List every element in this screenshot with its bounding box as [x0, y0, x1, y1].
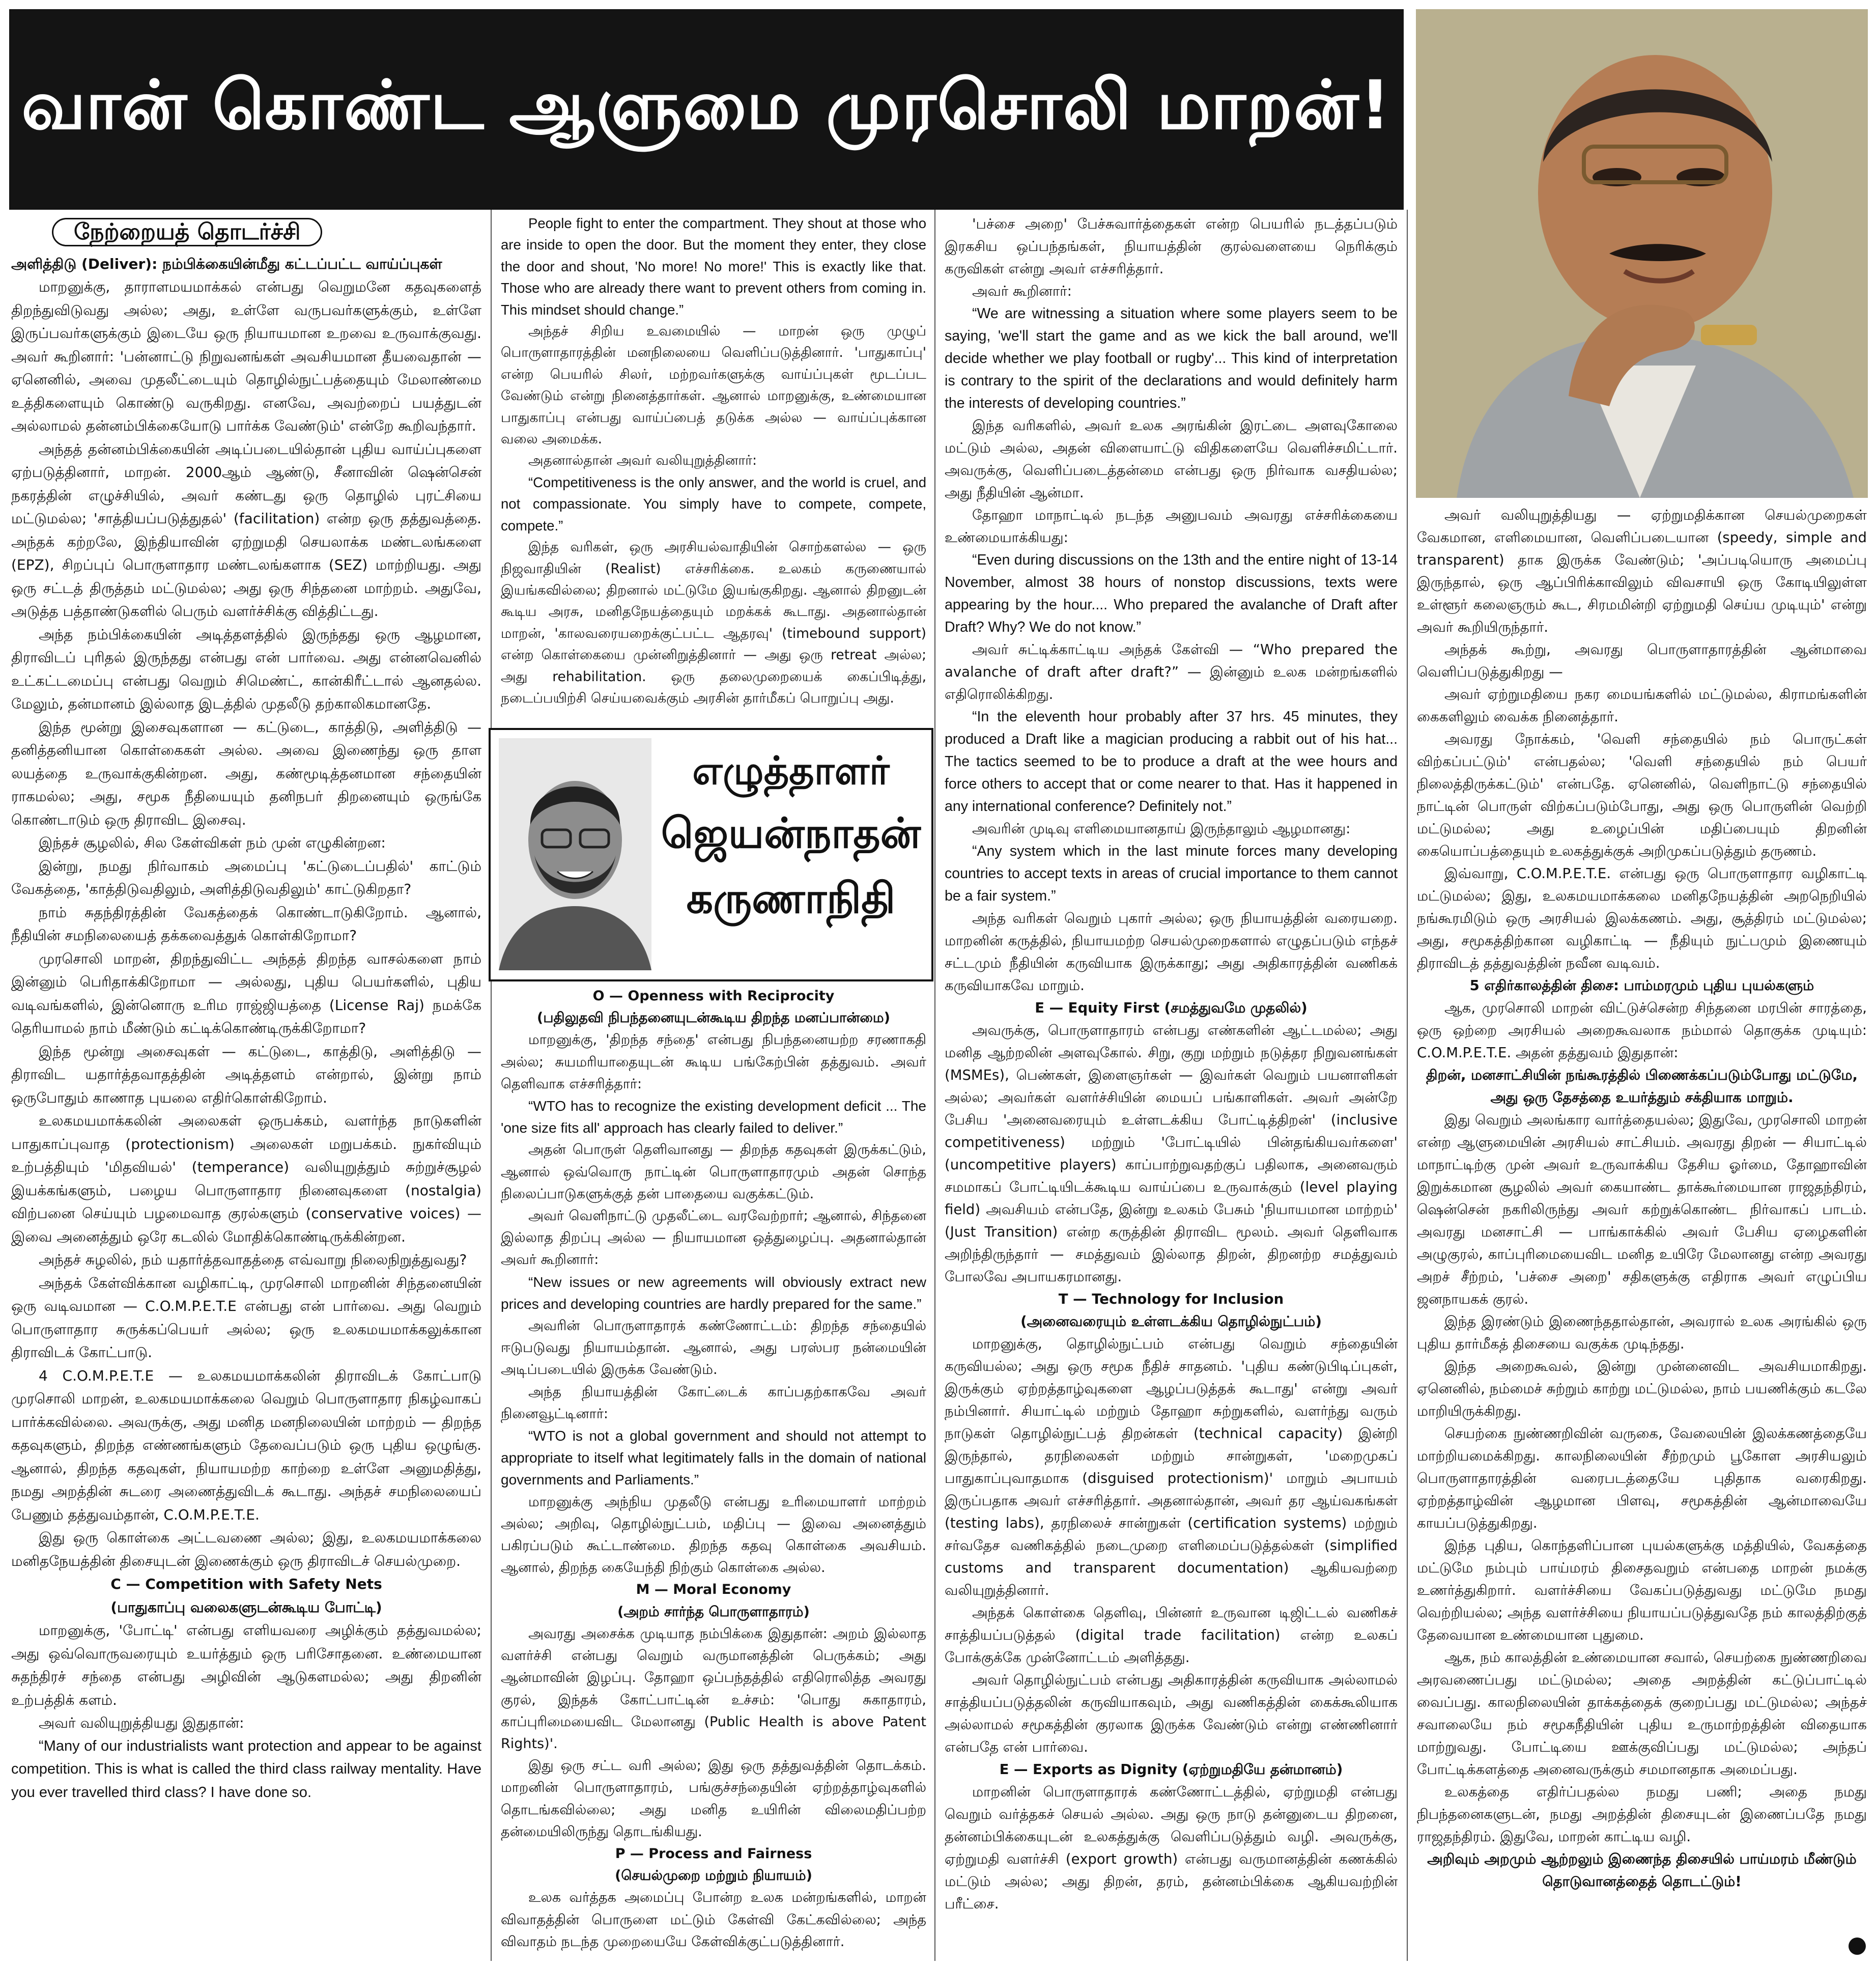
paragraph: இது ஒரு சட்ட வரி அல்ல; இது ஒரு தத்துவத்தின் தொடக்கம். மாறனின் பொருளாதாரம், பங்குச்சந்தையின் ஏற்றத்தாழ்வுகளில் தொடங்கவில்லை; அது மனித உயிரின் விலைமதிப்பற்ற தன்மையிலிருந்து தொடங்கியது.: [501, 1758, 926, 1840]
article-column-1: [11, 213, 481, 1959]
paragraph: “New issues or new agreements will obviously extract new prices and developing countries are hardly prepared for the same.”: [501, 1274, 926, 1312]
paragraph: அவர் வலியுறுத்தியது — ஏற்றுமதிக்கான செயல்முறைகள் வேகமான, எளிமையான, வெளிப்படையான (speedy, simple and transparent) தாக இருக்க வேண்டும்; 'அப்படியொரு அமைப்பு இருந்தால், ஒரு ஆப்பிரிக்காவிலும் விவசாயி ஒரு கோடியிலுள்ள உள்ளூர் கலைஞரும் கூட, சிரமமின்றி ஏற்றுமதி செய்ய முடியும்' என்று அவர் கூறியிருந்தார்.: [1417, 507, 1867, 635]
paragraph: அவர் ஏற்றுமதியை நகர மையங்களில் மட்டுமல்ல, கிராமங்களின் கைகளிலும் வைக்க நினைத்தார்.: [1417, 686, 1867, 725]
paragraph: முரசொலி மாறன், திறந்துவிட்ட அந்தத் திறந்த வாசல்களை நாம் இன்னும் பெரிதாக்கிறோமா — அல்லது, புதிய பெயர்களில், புதிய வடிவங்களில், இன்னொரு உரிம ராஜ்ஜியத்தை (License Raj) நமக்கே தெரியாமல் நாம் மீண்டும் கட்டிக்கொண்டிருக்கிறோமா?: [11, 950, 481, 1036]
paragraph: “Competitiveness is the only answer, and the world is cruel, and not compassionate. You simply have to compete, compete, compete.”: [501, 474, 926, 533]
section-heading: E — Equity First (சமத்துவமே முதலில்): [1035, 1000, 1307, 1016]
paragraph: நாம் சுதந்திரத்தின் வேகத்தைக் கொண்டாடுகிறோம். ஆனால், நீதியின் சமநிலையைத் தக்கவைத்துக் கொள்கிறோமா?: [11, 904, 481, 944]
section-heading: (பதிலுதவி நிபந்தனையுடன்கூடிய திறந்த மனப்பான்மை): [537, 1010, 890, 1026]
headline-title: வான் கொண்ட ஆளுமை முரசொலி மாறன்!: [21, 66, 1391, 145]
paragraph: மாறனின் பொருளாதாரக் கண்ணோட்டத்தில், ஏற்றுமதி என்பது வெறும் வர்த்தகச் செயல் அல்ல. அது ஒரு நாடு தன்னுடைய திறனை, தன்னம்பிக்கையுடன் உலகத்துக்கு வெளிப்படுத்தும் வழி. அவருக்கு, ஏற்றுமதி வளர்ச்சி (export growth) என்பது வருமானத்தின் கணக்கில் மட்டும் அல்ல; அது திறன், தரம், தன்னம்பிக்கை ஆகியவற்றின் பரீட்சை.: [945, 1784, 1398, 1912]
article-column-2-top: [501, 213, 926, 722]
paragraph: செயற்கை நுண்ணறிவின் வருகை, வேலையின் இலக்கணத்தையே மாற்றியமைக்கிறது. காலநிலையின் சீற்றமும் பூகோள அரசியலும் பொருளாதாரத்தின் வரைபடத்தையே புதிதாக வரைகிறது. ஏற்றத்தாழ்வின் ஆழமான பிளவு, சமூகத்தின் ஆன்மாவையே காயப்படுத்துகிறது.: [1417, 1425, 1867, 1531]
author-credit: [659, 740, 923, 932]
paragraph: மாறனுக்கு, 'போட்டி' என்பது எளியவரை அழிக்கும் தத்துவமல்ல; அது ஒவ்வொருவரையும் உயர்த்தும் ஒரு பரிசோதனை. உண்மையான சுதந்திரச் சந்தை என்பது அழிவின் ஆடுகளமல்ல; அது திறனின் உற்பத்திக் களம்.: [11, 1622, 481, 1708]
paragraph: அந்த நியாயத்தின் கோட்டைக் காப்பதற்காகவே அவர் நினைவூட்டினார்:: [501, 1384, 926, 1422]
section-heading: (அறம் சார்ந்த பொருளாதாரம்): [617, 1604, 810, 1620]
author-name-line1: ஜெயன்நாதன்: [661, 809, 921, 858]
author-portrait-illustration: [499, 738, 651, 970]
subheading: அளித்திடு (Deliver): நம்பிக்கையின்மீது கட்டப்பட்ட வாய்ப்புகள்: [11, 255, 442, 272]
paragraph: இந்த இரண்டும் இணைந்ததால்தான், அவரால் உலக அரங்கில் ஒரு புதிய தார்மீகத் திசையை வகுக்க முடிந்தது.: [1417, 1313, 1867, 1352]
paragraph: அந்தக் கொள்கை தெளிவு, பின்னர் உருவான டிஜிட்டல் வணிகச் சாத்தியப்படுத்தல் (digital trade facilitation) என்ற உலகப் போக்குக்கே முன்னோட்டம் அளித்தது.: [945, 1605, 1398, 1666]
article-column-2-bottom: [501, 985, 926, 1959]
paragraph: “Even during discussions on the 13th and the entire night of 13-14 November, almost 38 hours of nonstop discussions, texts were appearing by the hour.... Who prepared the avalanche of Draft after Draft? Why? We do not know.”: [945, 552, 1398, 635]
section-heading: திறன், மனசாட்சியின் நங்கூரத்தில் பிணைக்கப்படும்போது மட்டுமே, அது ஒரு தேசத்தை உயர்த்தும் சக்தியாக மாறும்.: [1426, 1067, 1858, 1106]
paragraph: அவர் வலியுறுத்தியது இதுதான்:: [39, 1715, 244, 1731]
paragraph: அவரது அசைக்க முடியாத நம்பிக்கை இதுதான்: அறம் இல்லாத வளர்ச்சி என்பது வெறும் வருமானத்தின் பெருக்கம்; அது ஆன்மாவின் இழப்பு. தோஹா ஒப்பந்தத்தில் எதிரொலித்த அவரது குரல், இந்தக் கோட்பாட்டின் உச்சம்: 'பொது சுகாதாரம், காப்புரிமையைவிட மேலானது (Public Health is above Patent Rights)'.: [501, 1625, 926, 1752]
paragraph: 4 C.O.M.P.E.T.E — உலகமயமாக்கலின் திராவிடக் கோட்பாடு முரசொலி மாறன், உலகமயமாக்கலை வெறும் பொருளாதார நிகழ்வாகப் பார்க்கவில்லை. அவருக்கு, அது மனித மனநிலையின் மாற்றம் — திறந்த கதவுகளும், திறந்த எண்ணங்களும் தேவைப்படும் ஒரு புதிய ஒழுங்கு. ஆனால், திறந்த கதவுகள், நியாயமற்ற காற்றை உள்ளே அனுமதித்து, நமது அறத்தின் சுடரை அணைத்துவிடக் கூடாது. அந்தச் சமநிலையைப் பேணும் தத்துவம்தான், C.O.M.P.E.T.E.: [11, 1367, 481, 1523]
paragraph: மாறனுக்கு, தொழில்நுட்பம் என்பது வெறும் சந்தையின் கருவியல்ல; அது ஒரு சமூக நீதிச் சாதனம். 'புதிய கண்டுபிடிப்புகள், இருக்கும் ஏற்றத்தாழ்வுகளை ஆழப்படுத்தக் கூடாது' என்று அவர் நம்பினார். சியாட்டில் மற்றும் தோஹா சுற்றுகளில், வளர்ந்து வரும் நாடுகள் தொழில்நுட்பத் திறன்கள் (technical capacity) இன்றி இருந்தால், தரநிலைகள் மற்றும் சான்றுகள், 'மறைமுகப் பாதுகாப்புவாதமாக (disguised protectionism)' மாறும் அபாயம் இருப்பதாக அவர் எச்சரித்தார். அதனால்தான், அவர் தர ஆய்வகங்கள் (testing labs), தரநிலைச் சான்றுகள் (certification systems) மற்றும் சர்வதேச வணிகத்தில் நடைமுறை எளிமைப்படுத்தல்கள் (simplified customs and transparent documentation) ஆகியவற்றை வலியுறுத்தினார்.: [945, 1336, 1398, 1598]
paragraph: அவரின் பொருளாதாரக் கண்ணோட்டம்: திறந்த சந்தையில் ஈடுபடுவது நியாயம்தான். ஆனால், அது பரஸ்பர நன்மையின் அடிப்படையில் இருக்க வேண்டும்.: [501, 1318, 926, 1378]
paragraph: “We are witnessing a situation where some players seem to be saying, 'we'll start the game and as we kick the ball around, we'll decide whether we play football or rugby'... This kind of interpretation is contrary to the spirit of the declarations and would definitely harm the interests of developing countries.”: [945, 305, 1398, 411]
paragraph: உலகத்தை எதிர்ப்பதல்ல நமது பணி; அதை நமது நிபந்தனைகளுடன், நமது அறத்தின் திசையுடன் இணைப்பதே நமது ராஜதந்திரம். இதுவே, மாறன் காட்டிய வழி.: [1417, 1784, 1867, 1845]
section-heading: E — Exports as Dignity (ஏற்றுமதியே தன்மானம்): [999, 1761, 1343, 1778]
paragraph: மாறனுக்கு, 'திறந்த சந்தை' என்பது நிபந்தனையற்ற சரணாகதி அல்ல; சுயமரியாதையுடன் கூடிய பங்கேற்பின் தத்துவம். அவர் தெளிவாக எச்சரித்தார்:: [501, 1032, 926, 1092]
paragraph: இந்த வரிகளில், அவர் உலக அரங்கின் இரட்டை அளவுகோலை மட்டும் அல்ல, அதன் விளையாட்டு விதிகளையே வெளிச்சமிட்டார். அவருக்கு, வெளிப்படைத்தன்மை என்பது ஒரு நிர்வாக வசதியல்ல; அது நீதியின் ஆன்மா.: [945, 417, 1398, 501]
author-name-line2: கருணாநிதி: [686, 875, 896, 923]
paragraph: இந்த வரிகள், ஒரு அரசியல்வாதியின் சொற்களல்ல — ஒரு நிஜவாதியின் (Realist) எச்சரிக்கை. உலகம் கருணையால் இயங்கவில்லை; திறனால் மட்டுமே இயங்குகிறது. ஆனால் திறனுடன் கூடிய அரசு, மனிதநேயத்தையும் மறக்கக் கூடாது. அதனால்தான் மாறன், 'காலவரையறைக்குட்பட்ட ஆதரவு' (timebound support) என்ற கொள்கையை முன்னிறுத்தினார் — அது ஒரு retreat அல்ல; அது rehabilitation. ஒரு தலைமுறையைக் கைப்பிடித்து, நடைப்பயிற்சி செய்யவைக்கும் அரசின் தார்மீகப் பொறுப்பு அது.: [501, 539, 926, 706]
paragraph: இந்த அறைகூவல், இன்று முன்னைவிட அவசியமாகிறது. ஏனெனில், நம்மைச் சுற்றும் காற்று மட்டுமல்ல, நாம் பயணிக்கும் கடலே மாறியிருக்கிறது.: [1417, 1358, 1867, 1419]
continuation-tag: நேற்றையத் தொடர்ச்சி: [52, 218, 322, 246]
author-role: எழுத்தாளர்: [692, 748, 890, 793]
paragraph: அவர் வெளிநாட்டு முதலீட்டை வரவேற்றார்; ஆனால், சிந்தனை இல்லாத திறப்பு அல்ல — நியாயமான ஒத்துழைப்பு. அதனால்தான் அவர் கூறினார்:: [501, 1208, 926, 1268]
paragraph: அவர் சுட்டிக்காட்டிய அந்தக் கேள்வி — “Who prepared the avalanche of draft after draft?” — இன்னும் உலக மன்றங்களில் எதிரொலிக்கிறது.: [945, 641, 1398, 703]
paragraph: அந்தக் கேள்விக்கான வழிகாட்டி, முரசொலி மாறனின் சிந்தனையின் ஒரு வடிவமான — C.O.M.P.E.T.E என்பது என் பார்வை. அது வெறும் பொருளாதார சுருக்கப்பெயர் அல்ல; ஒரு உலகமயமாக்கலுக்கான திராவிடக் கோட்பாடு.: [11, 1274, 481, 1361]
paragraph: இந்த புதிய, கொந்தளிப்பான புயல்களுக்கு மத்தியில், வேகத்தை மட்டுமே நம்பும் பாய்மரம் திசைதவறும் என்பதை மாறன் நமக்கு உணர்த்துகிறார். வளர்ச்சியை வேகப்படுத்துவது மட்டுமே நமது வெற்றியல்ல; அந்த வளர்ச்சியை நியாயப்படுத்துவதே நம் காலத்திற்குத் தேவையான உண்மையான புதுமை.: [1417, 1537, 1867, 1643]
paragraph: அந்தச் சிறிய உவமையில் — மாறன் ஒரு முழுப் பொருளாதாரத்தின் மனநிலையை வெளிப்படுத்தினார். 'பாதுகாப்பு' என்ற பெயரில் சிலர், மற்றவர்களுக்கு வாய்ப்புகள் மூடப்பட வேண்டும் என்று நினைத்தார்கள். ஆனால் மாறனுக்கு, உண்மையான பாதுகாப்பு என்பது வாய்ப்பைத் தடுக்க அல்ல — வாய்ப்புக்கான வலை அமைக்க.: [501, 323, 926, 447]
section-heading: P — Process and Fairness: [615, 1845, 812, 1862]
paragraph: இன்று, நமது நிர்வாகம் அமைப்பு 'கட்டுடைப்பதில்' காட்டும் வேகத்தை, 'காத்திடுவதிலும், அளித்திடுவதிலும்' காட்டுகிறதா?: [11, 857, 481, 897]
section-heading: (செயல்முறை மற்றும் நியாயம்): [615, 1868, 812, 1884]
article-column-4: [1417, 504, 1867, 1929]
section-heading: (அனைவரையும் உள்ளடக்கிய தொழில்நுட்பம்): [1020, 1313, 1322, 1330]
section-heading: C — Competition with Safety Nets: [110, 1576, 382, 1592]
paragraph: தோஹா மாநாட்டில் நடந்த அனுபவம் அவரது எச்சரிக்கையை உண்மையாக்கியது:: [945, 507, 1398, 546]
paragraph: அந்தக் கூற்று, அவரது பொருளாதாரத்தின் ஆன்மாவை வெளிப்படுத்துகிறது —: [1417, 641, 1867, 680]
paragraph: அதனால்தான் அவர் வலியுறுத்தினார்:: [528, 453, 757, 469]
paragraph: இது வெறும் அலங்கார வார்த்தையல்ல; இதுவே, முரசொலி மாறன் என்ற ஆளுமையின் அரசியல் சாட்சியம். அவரது திறன் — சியாட்டில் மாநாட்டிற்கு முன் அவர் உருவாக்கிய தேசிய ஓர்மை, தோஹாவின் இறுக்கமான சூழலில் அவர் கையாண்ட தாக்கூர்மையான ராஜதந்திரம், ஷென்சென் நகரிலிருந்து அவர் கற்றுக்கொண்ட நிர்வாகப் பாடம். அவரது மனசாட்சி — பாங்காக்கில் அவர் பேசிய ஏழைகளின் அழுகுரல், காப்புரிமையைவிட மனித உயிரே மேலானது என்ற அவரது அறச் சீற்றம், 'பச்சை அறை' சதிகளுக்கு எதிராக அவர் எழுப்பிய ஜனநாயகக் குரல்.: [1417, 1112, 1867, 1307]
paragraph: “Many of our industrialists want protection and appear to be against competition. This is what is called the third class railway mentality. Have you ever travelled third class? I have done so.: [11, 1737, 481, 1801]
paragraph: அந்த வரிகள் வெறும் புகார் அல்ல; ஒரு நியாயத்தின் வரையறை. மாறனின் கருத்தில், நியாயமற்ற செயல்முறைகளால் எழுதப்படும் எந்தச் சட்டமும் நீதியின் கருவியாக இருக்காது; அது அதிகாரத்தின் வணிகக் கருவியாகவே மாறும்.: [945, 910, 1398, 994]
paragraph: 'பச்சை அறை' பேச்சுவார்த்தைகள் என்ற பெயரில் நடத்தப்படும் இரகசிய ஒப்பந்தங்கள், நியாயத்தின் குரல்வளையை நெரிக்கும் கருவிகள் என்று அவர் எச்சரித்தார்.: [945, 216, 1398, 277]
section-heading: (பாதுகாப்பு வலைகளுடன்கூடிய போட்டி): [110, 1598, 382, 1616]
paragraph: இந்த மூன்று அசைவுகள் — கட்டுடை, காத்திடு, அளித்திடு — திராவிட யதார்த்தவாதத்தின் அடித்தளம் என்றால், இன்று நாம் ஒருபோதும் காணாத புயலை எதிர்கொள்கிறோம்.: [11, 1043, 481, 1106]
paragraph: அவர் கூறினார்:: [972, 283, 1072, 299]
paragraph: உலக வர்த்தக அமைப்பு போன்ற உலக மன்றங்களில், மாறன் விவாதத்தின் பொருளை மட்டும் கேள்வி கேட்கவில்லை; அந்த விவாதம் நடந்த முறையையே கேள்விக்குட்படுத்தினார்.: [501, 1890, 926, 1950]
author-box: [489, 728, 933, 981]
section-heading: 5 எதிர்காலத்தின் திசை: பாம்மரமும் புதிய புயல்களும்: [1469, 977, 1814, 994]
maran-portrait-photo: [1416, 9, 1868, 498]
column-divider: [934, 210, 935, 1961]
article-column-3: [945, 213, 1398, 1959]
paragraph: அந்தச் சுழலில், நம் யதார்த்தவாதத்தை எவ்வாறு நிலைநிறுத்துவது?: [39, 1251, 467, 1268]
paragraph: உலகமயமாக்கலின் அலைகள் ஒருபக்கம், வளர்ந்த நாடுகளின் பாதுகாப்புவாத (protectionism) அலைகள் மறுபக்கம். நுகர்வியும் உற்பத்தியும் 'மிதவியல்' (temperance) வலியுறுத்தும் சுற்றுச்சூழல் இயக்கங்களும், பழைய பொருளாதார நினைவுகளை (nostalgia) விற்பனை செய்யும் பழமைவாத குரல்களும் (conservative voices) — இவை அனைத்தும் ஒரே கடலில் மோதிக்கொண்டிருக்கின்றன.: [11, 1112, 481, 1245]
paragraph: “WTO has to recognize the existing development deficit ... The 'one size fits all' approach has clearly failed to deliver.”: [501, 1098, 926, 1136]
section-heading: T — Technology for Inclusion: [1058, 1291, 1284, 1307]
paragraph: அவரின் முடிவு எளிமையானதாய் இருந்தாலும் ஆழமானது:: [972, 821, 1351, 837]
paragraph: “In the eleventh hour probably after 37 hrs. 45 minutes, they produced a Draft like a magician producing a rabbit out of his hat... The tactics seemed to be to produce a draft at the wee hours and force others to accept that or come nearer to that. Has it happened in any international conference? Definitely not.”: [945, 709, 1398, 815]
portrait-illustration: [1416, 9, 1868, 498]
paragraph: ஆக, நம் காலத்தின் உண்மையான சவால், செயற்கை நுண்ணறிவை அரவணைப்பது மட்டுமல்ல; அதை அறத்தின் கட்டுப்பாட்டில் வைப்பது. காலநிலையின் தாக்கத்தைக் குறைப்பது மட்டுமல்ல; அந்தச் சவாலையே நம் சமூகநீதியின் புதிய உருமாற்றத்தின் விதையாக மாற்றுவது. போட்டியை ஊக்குவிப்பது மட்டுமல்ல; அந்தப் போட்டிக்களத்தை அனைவருக்கும் சமமானதாக அமைப்பது.: [1417, 1649, 1867, 1778]
paragraph: இந்த மூன்று இசைவுகளான — கட்டுடை, காத்திடு, அளித்திடு — தனித்தனியான கொள்கைகள் அல்ல. அவை இணைந்து ஒரு தாள லயத்தை உருவாக்குகின்றன. அது, கண்மூடித்தனமான சந்தையின் ராகமல்ல; அது, சமூக நீதியையும் தனிநபர் திறனையும் ஒருங்கே கொண்டாடும் ஒரு திராவிட இசைவு.: [11, 718, 481, 828]
paragraph: People fight to enter the compartment. They shout at those who are inside to open the door. But the moment they enter, they close the door and shout, 'No more! No more!' This is exactly like that. Those who are already there want to prevent others from coming in. This mindset should change.”: [501, 215, 926, 318]
paragraph: அதன் பொருள் தெளிவானது — திறந்த கதவுகள் இருக்கட்டும், ஆனால் ஒவ்வொரு நாட்டின் பொருளாதாரமும் அதன் சொந்த நிலைப்பாடுகளுக்குத் தன் பாதையை வகுக்கட்டும்.: [501, 1142, 926, 1202]
paragraph: அவருக்கு, பொருளாதாரம் என்பது எண்களின் ஆட்டமல்ல; அது மனித ஆற்றலின் அளவுகோல். சிறு, குறு மற்றும் நடுத்தர நிறுவனங்கள் (MSMEs), பெண்கள், இளைஞர்கள் — இவர்கள் வெறும் பயனாளிகள் அல்ல; அவர்கள் வளர்ச்சியின் மையப் பங்காளிகள். அவர் அன்றே பேசிய 'அனைவரையும் உள்ளடக்கிய போட்டித்திறன்' (inclusive competitiveness) மற்றும் 'போட்டியில் பின்தங்கியவர்களை' (uncompetitive players) காப்பாற்றுவதற்குப் பதிலாக, அனைவரும் சமமாகப் போட்டியிடக்கூடிய வாய்ப்பை உருவாக்கும் (level playing field) அவசியம் என்பதே, இன்று உலகம் பேசும் 'நியாயமான மாற்றம்' (Just Transition) என்ற கருத்தின் திராவிட மூலம். அவர் தெளிவாக அறிந்திருந்தார் — சமத்துவம் இல்லாத திறன், திறனற்ற சமத்துவம் போலவே அபாயகரமானது.: [945, 1022, 1398, 1285]
paragraph: “Any system which in the last minute forces many developing countries to accept texts in areas of crucial importance to them cannot be a fair system.”: [945, 843, 1398, 904]
section-heading: அறிவும் அறமும் ஆற்றலும் இணைந்த திசையில் பாய்மரம் மீண்டும் தொடுவானத்தைத் தொடட்டும்!: [1427, 1851, 1857, 1890]
section-heading: O — Openness with Reciprocity: [592, 988, 835, 1004]
paragraph: அந்தத் தன்னம்பிக்கையின் அடிப்படையில்தான் புதிய வாய்ப்புகளை ஏற்படுத்தினார், மாறன். 2000ஆம் ஆண்டு, சீனாவின் ஷென்சென் நகரத்தின் எழுச்சியில், அவர் கண்டது ஒரு தொழில் புரட்சியை மட்டுமல்ல; 'சாத்தியப்படுத்துதல்' (facilitation) என்ற ஒரு தத்துவத்தை. அந்தக் கற்றலே, இந்தியாவின் ஏற்றுமதி செயலாக்க மண்டலங்களை (EPZ), சிறப்புப் பொருளாதார மண்டலங்களாக (SEZ) மாற்றியது. அது ஒரு சட்டத் திருத்தம் மட்டுமல்ல; அது ஒரு சிந்தனை மாற்றம். அதுவே, அடுத்த பத்தாண்டுகளில் பெரும் வளர்ச்சிக்கு வித்திட்டது.: [11, 440, 481, 620]
paragraph: மாறனுக்கு அந்நிய முதலீடு என்பது உரிமையாளர் மாற்றம் அல்ல; அறிவு, தொழில்நுட்பம், மதிப்பு — இவை அனைத்தும் பகிரப்படும் கூட்டாண்மை. திறந்த கதவு கொள்கை அவசியம். ஆனால், திறந்த கையேந்தி நிற்கும் கொள்கை அல்ல.: [501, 1494, 926, 1576]
paragraph: அந்த நம்பிக்கையின் அடித்தளத்தில் இருந்தது ஒரு ஆழமான, திராவிடப் புரிதல் இருந்தது என்பது என் பார்வை. அது என்னவெனில் உட்கட்டமைப்பு என்பது வெறும் சிமெண்ட், கான்கிரீட்டால் ஆனதல்ல. மேலும், தன்மானம் இல்லாத இடத்தில் முதலீடு தற்காலிகமானதே.: [11, 626, 481, 712]
column-divider: [1407, 210, 1408, 1961]
end-mark-dot: [1849, 1937, 1866, 1955]
paragraph: இவ்வாறு, C.O.M.P.E.T.E. என்பது ஒரு பொருளாதார வழிகாட்டி மட்டுமல்ல; இது, உலகமயமாக்கலை மனிதநேயத்தின் அறநெறியில் நங்கூரமிடும் ஒரு அரசியல் இலக்கணம். அது, சூத்திரம் மட்டுமல்ல; அது, சமூகத்திற்கான வழிகாட்டி — நீதியும் நுட்பமும் இணையும் திராவிடத் தத்துவத்தின் நவீன வடிவம்.: [1417, 865, 1867, 971]
paragraph: “WTO is not a global government and should not attempt to appropriate to itself what legitimately falls in the domain of national governments and Parliaments.”: [501, 1428, 926, 1488]
paragraph: இது ஒரு கொள்கை அட்டவணை அல்ல; இது, உலகமயமாக்கலை மனிதநேயத்தின் திசையுடன் இணைக்கும் ஒரு திராவிடச் செயல்முறை.: [11, 1529, 481, 1569]
column-divider: [491, 210, 492, 1961]
paragraph: ஆக, முரசொலி மாறன் விட்டுச்சென்ற சிந்தனை மரபின் சாரத்தை, ஒரு ஒற்றை அரசியல் அறைகூவலாக நம்மால் தொகுக்க முடியும்: C.O.M.P.E.T.E. அதன் தத்துவம் இதுதான்:: [1417, 1000, 1867, 1061]
paragraph: அவரது நோக்கம், 'வெளி சந்தையில் நம் பொருட்கள் விற்கப்பட்டும்' என்பதல்ல; 'வெளி சந்தையில் நம் பெயர் நிலைத்திருக்கட்டும்' என்பதே. ஏனெனில், வெளிநாட்டு சந்தையில் நாட்டின் பொருள் விற்கப்படும்போது, அது ஒரு பொருளின் வெற்றி மட்டுமல்ல; அது உழைப்பின் மதிப்பையும் திறனின் கையொப்பத்தையும் உலகத்துக்குக் அறிமுகப்படுத்தும் தருணம்.: [1417, 731, 1867, 859]
headline-banner: [9, 9, 1404, 210]
paragraph: மாறனுக்கு, தாராளமயமாக்கல் என்பது வெறுமனே கதவுகளைத் திறந்துவிடுவது அல்ல; அது, உள்ளே வருபவர்களுக்கும், உள்ளே இருப்பவர்களுக்கும் இடையே ஒரு நியாயமான உறவை உருவாக்குவது. அவர் கூறினார்: 'பன்னாட்டு நிறுவனங்கள் அவசியமான தீயவைதான் — ஏனெனில், அவை முதலீட்டையும் தொழில்நுட்பத்தையும் மேலாண்மை உத்திகளையும் கொண்டு வருகிறது. எனவே, அவற்றைப் பயத்துடன் அல்லாமல் தன்னம்பிக்கையோடு பார்க்க வேண்டும்' என்றே கூறிவந்தார்.: [11, 278, 481, 434]
author-photo: [499, 738, 651, 970]
paragraph: அவர் தொழில்நுட்பம் என்பது அதிகாரத்தின் கருவியாக அல்லாமல் சாத்தியப்படுத்தலின் கருவியாகவும், அது வணிகத்தின் கைக்கூலியாக அல்லாமல் சமூகத்தின் குரலாக இருக்க வேண்டும் என்று எண்ணினார் என்பதே என் பார்வை.: [945, 1672, 1398, 1755]
paragraph: இந்தச் சூழலில், சில கேள்விகள் நம் முன் எழுகின்றன:: [39, 834, 386, 851]
section-heading: M — Moral Economy: [636, 1582, 791, 1598]
